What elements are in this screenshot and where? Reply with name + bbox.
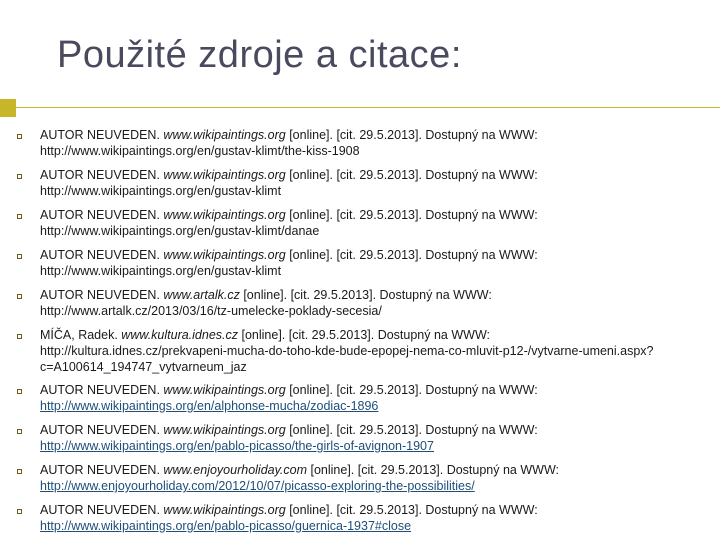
- square-bullet-icon: [17, 214, 22, 219]
- reference-link[interactable]: http://www.enjoyourholiday.com/2012/10/07/picasso-exploring-the-possibilities/: [40, 479, 475, 493]
- reference-item: [0, 382, 720, 414]
- reference-author: AUTOR NEUVEDEN.: [40, 128, 160, 142]
- reference-details: [online]. [cit. 29.5.2013]. Dostupný na WWW:: [289, 248, 538, 262]
- reference-site: www.wikipaintings.org: [163, 208, 286, 222]
- square-bullet-icon: [17, 389, 22, 394]
- reference-author: MÍČA, Radek.: [40, 328, 118, 342]
- reference-details: [online]. [cit. 29.5.2013]. Dostupný na WWW:: [243, 288, 492, 302]
- reference-author: AUTOR NEUVEDEN.: [40, 208, 160, 222]
- reference-site: www.wikipaintings.org: [163, 128, 286, 142]
- reference-author: AUTOR NEUVEDEN.: [40, 423, 160, 437]
- square-bullet-icon: [17, 134, 22, 139]
- reference-url: http://www.wikipaintings.org/en/gustav-klimt/the-kiss-1908: [40, 144, 360, 158]
- reference-author: AUTOR NEUVEDEN.: [40, 248, 160, 262]
- reference-details: [online]. [cit. 29.5.2013]. Dostupný na WWW:: [289, 503, 538, 517]
- reference-details: [online]. [cit. 29.5.2013]. Dostupný na WWW:: [289, 383, 538, 397]
- reference-item: [0, 287, 720, 319]
- reference-site: www.wikipaintings.org: [163, 423, 286, 437]
- reference-details: [online]. [cit. 29.5.2013]. Dostupný na WWW:: [289, 128, 538, 142]
- reference-site: www.enjoyourholiday.com: [163, 463, 308, 477]
- reference-author: AUTOR NEUVEDEN.: [40, 503, 160, 517]
- square-bullet-icon: [17, 334, 22, 339]
- title-divider: [0, 99, 720, 117]
- square-bullet-icon: [17, 469, 22, 474]
- reference-url: http://kultura.idnes.cz/prekvapeni-mucha-do-toho-kde-bude-epopej-nema-co-mluvit-p12-/vytvarne-umeni.aspx?c=A100614_194747_vytvarneum_jaz: [40, 344, 654, 374]
- reference-item: [0, 327, 720, 375]
- reference-link[interactable]: http://www.wikipaintings.org/en/pablo-picasso/guernica-1937#close: [40, 519, 412, 533]
- divider-line: [16, 107, 720, 108]
- reference-site: www.wikipaintings.org: [163, 503, 286, 517]
- reference-link[interactable]: http://www.wikipaintings.org/en/alphonse-mucha/zodiac-1896: [40, 399, 379, 413]
- reference-site: www.wikipaintings.org: [163, 168, 286, 182]
- accent-square: [0, 99, 16, 117]
- reference-details: [online]. [cit. 29.5.2013]. Dostupný na WWW:: [289, 168, 538, 182]
- square-bullet-icon: [17, 509, 22, 514]
- reference-url: http://www.wikipaintings.org/en/gustav-klimt/danae: [40, 224, 320, 238]
- reference-details: [online]. [cit. 29.5.2013]. Dostupný na WWW:: [289, 208, 538, 222]
- reference-details: [online]. [cit. 29.5.2013]. Dostupný na WWW:: [310, 463, 559, 477]
- reference-item: [0, 247, 720, 279]
- reference-author: AUTOR NEUVEDEN.: [40, 168, 160, 182]
- reference-item: [0, 127, 720, 159]
- square-bullet-icon: [17, 294, 22, 299]
- square-bullet-icon: [17, 429, 22, 434]
- reference-item: [0, 502, 720, 534]
- reference-item: [0, 167, 720, 199]
- square-bullet-icon: [17, 174, 22, 179]
- reference-author: AUTOR NEUVEDEN.: [40, 463, 160, 477]
- slide-title: Použité zdroje a citace:: [57, 34, 462, 76]
- reference-list: [0, 127, 720, 542]
- reference-details: [online]. [cit. 29.5.2013]. Dostupný na WWW:: [241, 328, 490, 342]
- reference-site: www.kultura.idnes.cz: [121, 328, 239, 342]
- square-bullet-icon: [17, 254, 22, 259]
- reference-item: [0, 207, 720, 239]
- reference-details: [online]. [cit. 29.5.2013]. Dostupný na WWW:: [289, 423, 538, 437]
- reference-site: www.wikipaintings.org: [163, 248, 286, 262]
- reference-item: [0, 462, 720, 494]
- reference-author: AUTOR NEUVEDEN.: [40, 288, 160, 302]
- reference-link[interactable]: http://www.wikipaintings.org/en/pablo-picasso/the-girls-of-avignon-1907: [40, 439, 434, 453]
- reference-url: http://www.wikipaintings.org/en/gustav-klimt: [40, 264, 282, 278]
- reference-site: www.artalk.cz: [163, 288, 240, 302]
- reference-url: http://www.wikipaintings.org/en/gustav-klimt: [40, 184, 282, 198]
- reference-url: http://www.artalk.cz/2013/03/16/tz-umelecke-poklady-secesia/: [40, 304, 382, 318]
- reference-author: AUTOR NEUVEDEN.: [40, 383, 160, 397]
- reference-item: [0, 422, 720, 454]
- reference-site: www.wikipaintings.org: [163, 383, 286, 397]
